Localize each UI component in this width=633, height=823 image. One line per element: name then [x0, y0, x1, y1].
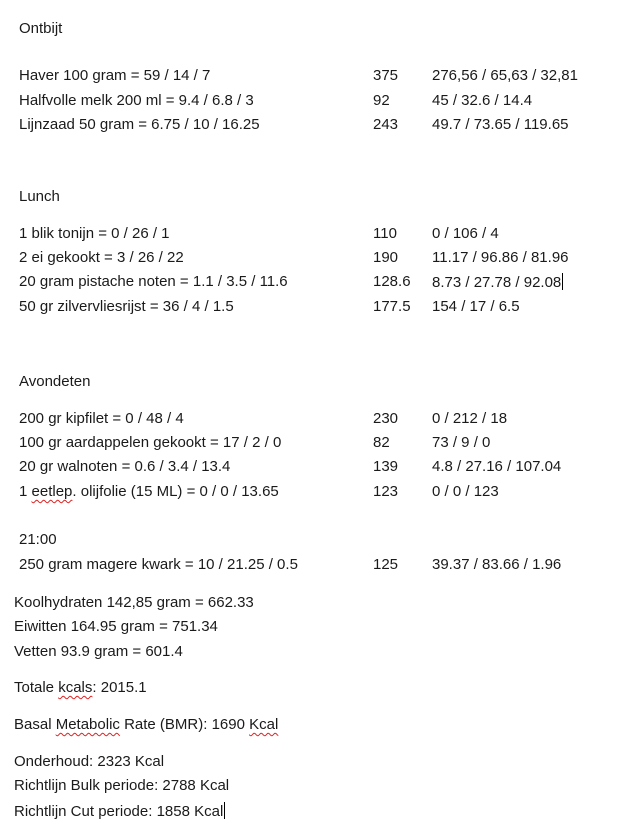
section-title-ontbijt: Ontbijt [19, 20, 63, 37]
text-cursor [224, 802, 225, 819]
kcal-value: 92 [373, 92, 390, 109]
macro-values: 0 / 212 / 18 [432, 410, 508, 427]
food-item: 20 gr walnoten = 0.6 / 3.4 / 13.4 [19, 458, 231, 475]
kcal-value: 177.5 [373, 298, 411, 315]
total-vetten: Vetten 93.9 gram = 601.4 [14, 643, 183, 660]
total-koolhydraten: Koolhydraten 142,85 gram = 662.33 [14, 594, 254, 611]
macro-values: 11.17 / 96.86 / 81.96 [432, 249, 569, 266]
spellcheck-flagged-word: Metabolic [55, 716, 120, 733]
cut-line [14, 802, 225, 821]
section-title-snack: 21:00 [19, 531, 57, 548]
bulk-line: Richtlijn Bulk periode: 2788 Kcal [14, 777, 230, 794]
macro-values: 0 / 106 / 4 [432, 225, 499, 242]
food-item: 20 gram pistache noten = 1.1 / 3.5 / 11.6 [19, 273, 288, 290]
food-item: 1 blik tonijn = 0 / 26 / 1 [19, 225, 170, 242]
kcal-value: 190 [373, 249, 399, 266]
total-kcals-value: : 2015.1 [92, 679, 147, 696]
section-title-avondeten: Avondeten [19, 373, 91, 390]
macro-values: 276,56 / 65,63 / 32,81 [432, 67, 578, 84]
spellcheck-flagged-word: eetlep [31, 483, 73, 500]
spellcheck-flagged-word: kcals [58, 679, 93, 696]
bmr-line [14, 716, 278, 734]
food-item: 2 ei gekookt = 3 / 26 / 22 [19, 249, 184, 266]
kcal-value: 230 [373, 410, 399, 427]
food-item: 100 gr aardappelen gekookt = 17 / 2 / 0 [19, 434, 282, 451]
total-kcals-text: Totale [14, 679, 59, 696]
food-item: 200 gr kipfilet = 0 / 48 / 4 [19, 410, 184, 427]
cut-unit: Kcal [194, 803, 224, 820]
macro-values [432, 273, 563, 292]
kcal-value: 123 [373, 483, 399, 500]
total-eiwitten: Eiwitten 164.95 gram = 751.34 [14, 618, 218, 635]
food-item-text: 1 [19, 483, 32, 500]
food-item: Halfvolle melk 200 ml = 9.4 / 6.8 / 3 [19, 92, 254, 109]
text-cursor [562, 273, 563, 290]
kcal-value: 243 [373, 116, 399, 133]
macro-values-text: 8.73 / 27.78 / 92.08 [432, 274, 562, 291]
total-kcals [14, 679, 147, 697]
section-title-lunch: Lunch [19, 188, 60, 205]
kcal-value: 82 [373, 434, 390, 451]
food-item: Lijnzaad 50 gram = 6.75 / 10 / 16.25 [19, 116, 260, 133]
onderhoud-line: Onderhoud: 2323 Kcal [14, 753, 165, 770]
food-item: 50 gr zilvervliesrijst = 36 / 4 / 1.5 [19, 298, 234, 315]
kcal-value: 139 [373, 458, 399, 475]
kcal-value: 110 [373, 225, 397, 242]
macro-values: 49.7 / 73.65 / 119.65 [432, 116, 569, 133]
cut-text: Richtlijn Cut periode: 1858 [14, 803, 195, 820]
macro-values: 4.8 / 27.16 / 107.04 [432, 458, 562, 475]
kcal-value: 375 [373, 67, 399, 84]
bmr-text: Rate (BMR): 1690 [119, 716, 250, 733]
macro-values: 39.37 / 83.66 / 1.96 [432, 556, 562, 573]
macro-values: 73 / 9 / 0 [432, 434, 491, 451]
macro-values: 0 / 0 / 123 [432, 483, 499, 500]
food-item [19, 483, 279, 501]
macro-values: 154 / 17 / 6.5 [432, 298, 520, 315]
macro-values: 45 / 32.6 / 14.4 [432, 92, 533, 109]
kcal-value: 125 [373, 556, 399, 573]
kcal-value: 128.6 [373, 273, 411, 290]
food-item: 250 gram magere kwark = 10 / 21.25 / 0.5 [19, 556, 298, 573]
bmr-text: Basal [14, 716, 56, 733]
food-item: Haver 100 gram = 59 / 14 / 7 [19, 67, 211, 84]
spellcheck-flagged-word: Kcal [249, 716, 279, 733]
food-item-text: . olijfolie (15 ML) = 0 / 0 / 13.65 [72, 483, 279, 500]
